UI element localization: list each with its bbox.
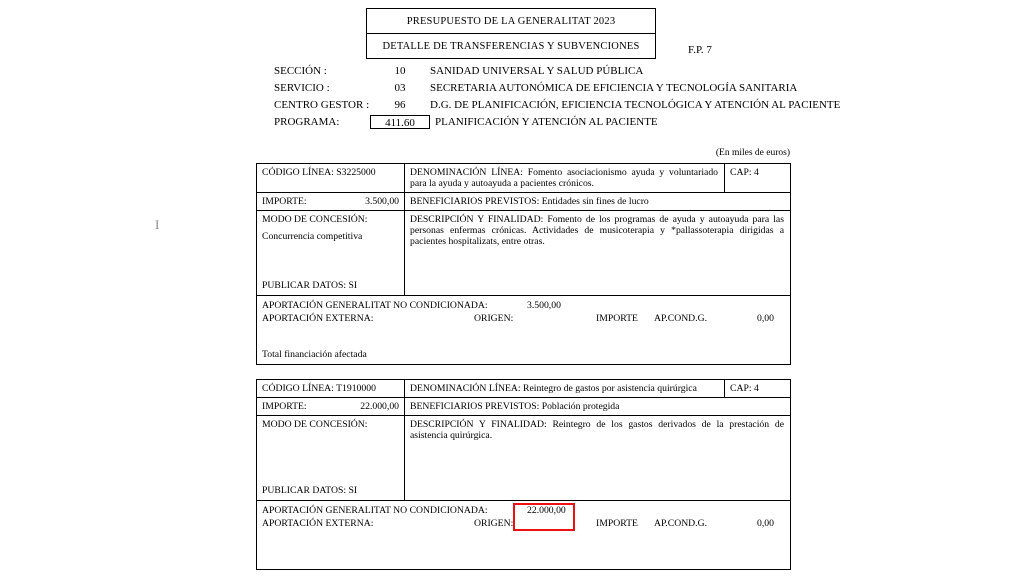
total-financiacion-afectada-label: Total financiación afectada: [262, 349, 367, 360]
beneficiarios-label: BENEFICIARIOS PREVISTOS:: [410, 401, 540, 412]
importe-cell: [257, 398, 405, 415]
denominacion-linea-label: DENOMINACIÓN LÍNEA:: [410, 383, 521, 394]
descripcion-finalidad-cell: [405, 211, 790, 295]
codigo-linea-value: S3225000: [336, 167, 376, 178]
ident-label-centro-gestor: CENTRO GESTOR :: [274, 99, 370, 111]
modo-concesion-label: MODO DE CONCESIÓN:: [262, 214, 368, 225]
publicar-datos-label: PUBLICAR DATOS: SI: [262, 485, 358, 496]
descripcion-finalidad-value: Reintegro de los gastos derivados de la prestación de asistencia quirúrgica.: [410, 419, 784, 441]
publicar-datos-label: PUBLICAR DATOS: SI: [262, 280, 358, 291]
importe-value: 22.000,00: [360, 401, 399, 412]
denominacion-linea-value: Reintegro de gastos por asistencia quirúrgica: [523, 383, 697, 394]
ident-row-centro-gestor: [274, 97, 1014, 114]
denominacion-linea-cell: [405, 164, 724, 192]
importe-value: 3.500,00: [365, 196, 399, 207]
origen-label: ORIGEN:: [474, 518, 514, 529]
text-cursor-icon: I: [155, 217, 160, 232]
table-row: [257, 416, 790, 501]
aportacion-no-condicionada-value: 22.000,00: [527, 505, 566, 516]
aportacion-externa-label: APORTACIÓN EXTERNA:: [262, 313, 374, 324]
ident-text-servicio: SECRETARIA AUTONÓMICA DE EFICIENCIA Y TECNOLOGÍA SANITARIA: [430, 82, 798, 94]
descripcion-finalidad-label: DESCRIPCIÓN Y FINALIDAD:: [410, 419, 547, 430]
importe-label: IMPORTE:: [262, 196, 307, 207]
importe-cell: [257, 193, 405, 210]
ident-code-programa: 411.60: [370, 115, 430, 129]
ident-label-seccion: SECCIÓN :: [274, 65, 327, 77]
beneficiarios-cell: [405, 193, 790, 210]
denominacion-linea-label: DENOMINACIÓN LÍNEA:: [410, 167, 523, 178]
cap-value: 4: [753, 167, 759, 178]
ident-label-programa: PROGRAMA:: [274, 116, 340, 128]
beneficiarios-cell: [405, 398, 790, 415]
importe-column-label: IMPORTE: [596, 518, 638, 529]
codigo-linea-cell: [257, 164, 405, 192]
codigo-linea-cell: [257, 380, 405, 397]
descripcion-finalidad-label: DESCRIPCIÓN Y FINALIDAD:: [410, 214, 544, 225]
beneficiarios-value: Entidades sin fines de lucro: [541, 196, 649, 207]
denominacion-linea-value: Fomento asociacionismo ayuda y voluntariado para la ayuda y autoayuda a pacientes crónicos.: [410, 167, 719, 189]
cap-cell: [724, 380, 790, 397]
aportacion-no-condicionada-value: 3.500,00: [527, 300, 561, 311]
codigo-linea-value: T1910000: [336, 383, 376, 394]
origen-label: ORIGEN:: [474, 313, 514, 324]
modo-concesion-cell: [257, 211, 405, 295]
table-row: [257, 398, 790, 416]
highlight-annotation-box: [513, 503, 575, 531]
document-title-line-2: DETALLE DE TRANSFERENCIAS Y SUBVENCIONES: [367, 33, 655, 58]
ident-row-seccion: [274, 63, 1014, 80]
table-row: [257, 380, 790, 398]
aportacion-no-condicionada-label: APORTACIÓN GENERALITAT NO CONDICIONADA:: [262, 505, 488, 516]
ident-row-programa: [274, 114, 1014, 131]
ap-cond-g-value: 0,00: [757, 313, 774, 324]
aportacion-no-condicionada-label: APORTACIÓN GENERALITAT NO CONDICIONADA:: [262, 300, 488, 311]
cap-value: 4: [753, 383, 759, 394]
units-note: (En miles de euros): [715, 148, 790, 158]
ap-cond-g-label: AP.COND.G.: [654, 518, 708, 529]
ident-code-seccion: 10: [394, 65, 406, 77]
ident-code-servicio: 03: [394, 82, 406, 94]
aportacion-no-condicionada-line: [262, 299, 785, 312]
subsidy-line-block: [256, 163, 791, 365]
identification-block: [274, 63, 1014, 131]
form-page-label: F.P. 7: [688, 44, 712, 56]
ident-text-programa: PLANIFICACIÓN Y ATENCIÓN AL PACIENTE: [435, 116, 658, 128]
cap-label: CAP:: [730, 167, 752, 178]
ap-cond-g-value: 0,00: [757, 518, 774, 529]
modo-concesion-label: MODO DE CONCESIÓN:: [262, 419, 368, 430]
ap-cond-g-label: AP.COND.G.: [654, 313, 708, 324]
modo-concesion-value: Concurrencia competitiva: [262, 231, 363, 242]
modo-concesion-cell: [257, 416, 405, 500]
ident-code-centro-gestor: 96: [394, 99, 406, 111]
denominacion-linea-cell: [405, 380, 724, 397]
descripcion-finalidad-cell: [405, 416, 790, 500]
document-header-box: [366, 8, 656, 59]
table-row: [257, 296, 790, 364]
beneficiarios-value: Población protegida: [541, 401, 620, 412]
ident-text-seccion: SANIDAD UNIVERSAL Y SALUD PÚBLICA: [430, 65, 644, 77]
aportacion-externa-label: APORTACIÓN EXTERNA:: [262, 518, 374, 529]
codigo-linea-label: CÓDIGO LÍNEA:: [262, 383, 334, 394]
importe-column-label: IMPORTE: [596, 313, 638, 324]
cap-label: CAP:: [730, 383, 752, 394]
codigo-linea-label: CÓDIGO LÍNEA:: [262, 167, 334, 178]
ident-row-servicio: [274, 80, 1014, 97]
table-row: [257, 164, 790, 193]
table-row: [257, 193, 790, 211]
beneficiarios-label: BENEFICIARIOS PREVISTOS:: [410, 196, 540, 207]
aportacion-externa-line: [262, 312, 785, 325]
subsidy-line-block: [256, 379, 791, 570]
ident-label-servicio: SERVICIO :: [274, 82, 330, 94]
document-title-line-1: PRESUPUESTO DE LA GENERALITAT 2023: [406, 16, 616, 27]
cap-cell: [724, 164, 790, 192]
descripcion-finalidad-value: Fomento de los programas de ayuda y autoayuda para las personas enfermas crónicas. Actividades de musicoterapia y *pallassoterapia dirigidas a pacientes hospitalizats, entre otras.: [410, 214, 784, 247]
table-row: [257, 211, 790, 296]
ident-text-centro-gestor: D.G. DE PLANIFICACIÓN, EFICIENCIA TECNOLÓGICA Y ATENCIÓN AL PACIENTE: [430, 99, 841, 111]
aportaciones-cell: [257, 296, 790, 364]
importe-label: IMPORTE:: [262, 401, 307, 412]
